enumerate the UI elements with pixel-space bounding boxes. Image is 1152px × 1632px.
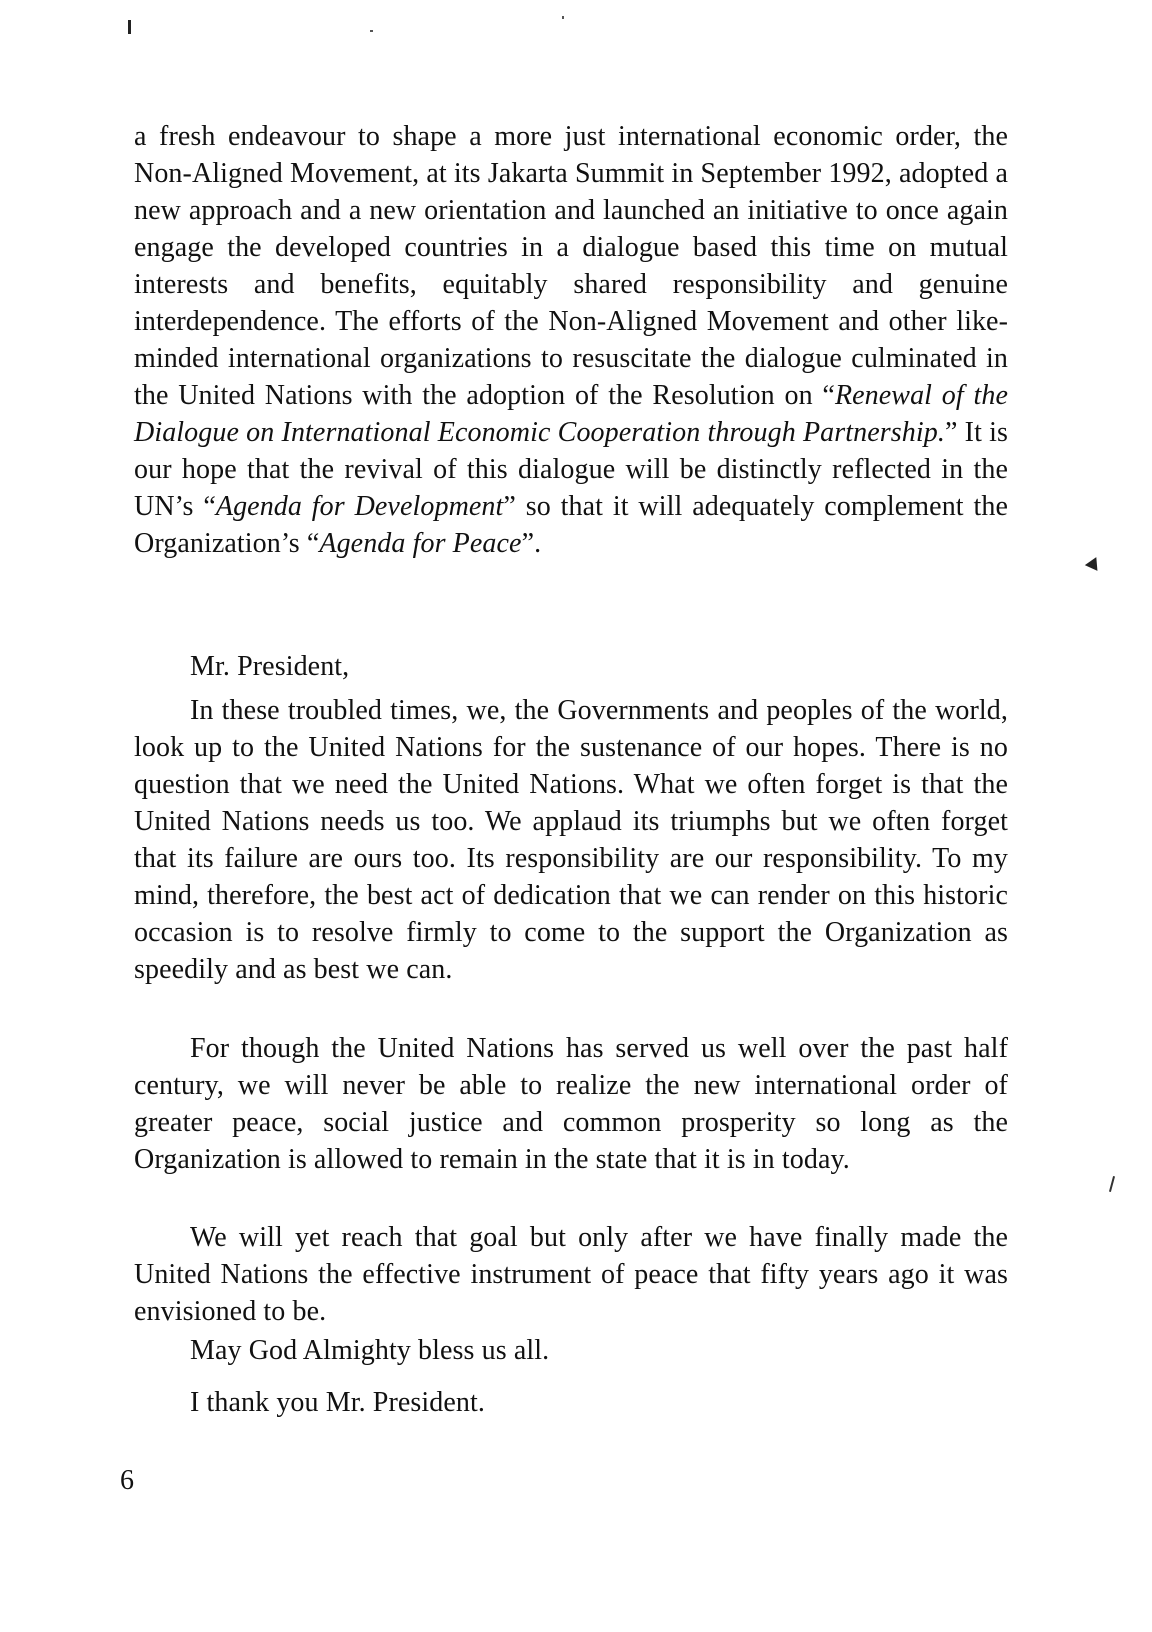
paragraph-text: ” so that it will adequately complement the Organization’s “: [134, 491, 1008, 559]
salutation: [134, 648, 1008, 685]
agenda-peace-title: Agenda for Peace: [319, 528, 522, 559]
scan-mark: [128, 20, 131, 34]
paragraph-text: We will yet reach that goal but only after we have finally made the United Nations the effective instrument of peace that fifty years ago it was envisioned to be.: [134, 1222, 1008, 1327]
salutation-text: Mr. President,: [190, 651, 350, 682]
closing-text: May God Almighty bless us all.: [190, 1335, 550, 1366]
scan-speck: [562, 16, 564, 19]
body-paragraph-4: [134, 1219, 1008, 1330]
scan-mark: [1109, 1176, 1115, 1192]
paragraph-text: a fresh endeavour to shape a more just international economic order, the Non-Aligned Movement, at its Jakarta Summit in September 1992, adopted a new approach and a new orientation and launched an initiative to once again engage the developed countries in a dialogue based this time on mutual interests and benefits, equitably shared responsibility and genuine interdependence. The efforts of the Non-Aligned Movement and other like-minded international organizations to resuscitate the dialogue culminated in the United Nations with the adoption of the Resolution on “: [134, 121, 1008, 411]
body-paragraph-3: [134, 1030, 1008, 1178]
agenda-development-title: Agenda for Development: [215, 491, 504, 522]
paragraph-text: ” It is our hope that the revival of this dialogue will be distinctly reflected in the UN’s “: [134, 417, 1008, 522]
arrow-mark-icon: [1085, 557, 1103, 575]
scan-speck: [370, 30, 373, 32]
closing-thanks: [134, 1384, 1008, 1421]
body-paragraph-2: [134, 692, 1008, 988]
paragraph-text: For though the United Nations has served us well over the past half century, we will never be able to realize the new international order of greater peace, social justice and common prosperity so long as the Organization is allowed to remain in the state that it is in today.: [134, 1033, 1008, 1175]
resolution-title: Renewal of the Dialogue on International Economic Cooperation through Partnership.: [134, 380, 1008, 448]
paragraph-text: In these troubled times, we, the Governments and peoples of the world, look up to the United Nations for the sustenance of our hopes. There is no question that we need the United Nations. What we often forget is that the United Nations needs us too. We applaud its triumphs but we often forget that its failure are ours too. Its responsibility are our responsibility. To my mind, therefore, the best act of dedication that we can render on this historic occasion is to resolve firmly to come to the support the Organization as speedily and as best we can.: [134, 695, 1008, 985]
page-number: 6: [120, 1465, 134, 1496]
closing-text: I thank you Mr. President.: [190, 1387, 486, 1418]
paragraph-text: ”.: [521, 528, 542, 559]
body-paragraph-1: [134, 118, 1008, 562]
closing-blessing: [134, 1332, 1008, 1369]
